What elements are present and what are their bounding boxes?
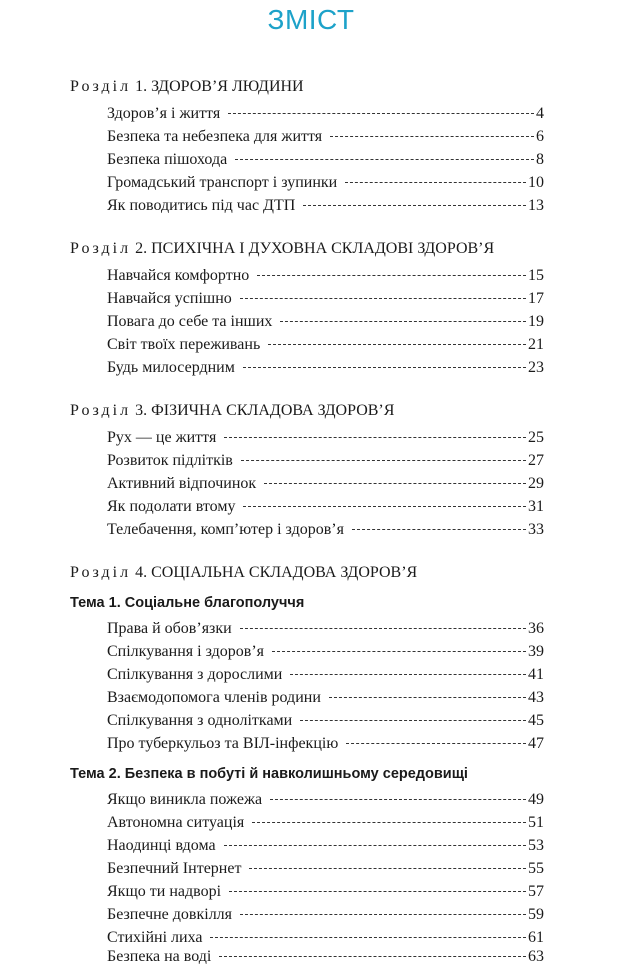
section-title: 4. СОЦІАЛЬНА СКЛАДОВА ЗДОРОВ’Я	[135, 564, 418, 581]
toc-entry-page: 39	[528, 643, 544, 660]
toc-entry-title: Якщо ти надворі	[107, 883, 222, 900]
section-word: Розділ	[70, 240, 132, 257]
section-heading-3	[70, 402, 394, 420]
toc-entry-title: Якщо виникла пожежа	[107, 791, 263, 808]
section-heading-1	[70, 78, 304, 96]
toc-entry-title: Будь милосердним	[107, 359, 235, 376]
dash-leader	[270, 799, 526, 800]
dash-leader	[280, 321, 526, 322]
dash-leader	[241, 460, 526, 461]
toc-entry-title: Безпека на воді	[107, 948, 212, 965]
toc-entry-page: 49	[528, 791, 544, 808]
toc-entry[interactable]	[107, 620, 544, 642]
toc-entry-title: Навчайся успішно	[107, 290, 232, 307]
toc-entry[interactable]	[107, 452, 544, 474]
dash-leader	[229, 891, 526, 892]
toc-entry-title: Як поводитись під час ДТП	[107, 197, 296, 214]
toc-entry[interactable]	[107, 643, 544, 665]
dash-leader	[345, 182, 526, 183]
toc-entry[interactable]	[107, 666, 544, 688]
toc-entry[interactable]	[107, 948, 544, 970]
dash-leader	[290, 674, 526, 675]
toc-entry-page: 19	[528, 313, 544, 330]
section-heading-2	[70, 240, 494, 258]
topic-heading-2: Тема 2. Безпека в побуті й навколишньому середовищі	[70, 766, 468, 782]
toc-entry[interactable]	[107, 151, 544, 173]
dash-leader	[224, 437, 526, 438]
toc-entry[interactable]	[107, 883, 544, 905]
toc-entry[interactable]	[107, 174, 544, 196]
dash-leader	[243, 367, 526, 368]
toc-entry-page: 59	[528, 906, 544, 923]
toc-entry-page: 36	[528, 620, 544, 637]
dash-leader	[228, 113, 534, 114]
toc-entry-page: 4	[536, 105, 544, 122]
toc-entry-title: Права й обов’язки	[107, 620, 232, 637]
toc-entry-page: 55	[528, 860, 544, 877]
toc-entry-page: 33	[528, 521, 544, 538]
toc-entry-title: Активний відпочинок	[107, 475, 257, 492]
toc-entry-page: 8	[536, 151, 544, 168]
dash-leader	[352, 529, 526, 530]
toc-entry-page: 57	[528, 883, 544, 900]
toc-entry-page: 61	[528, 929, 544, 946]
toc-entry-title: Спілкування з дорослими	[107, 666, 283, 683]
toc-entry[interactable]	[107, 906, 544, 928]
toc-entry-page: 29	[528, 475, 544, 492]
section-word: Розділ	[70, 402, 132, 419]
dash-leader	[224, 845, 526, 846]
toc-entry-title: Наодинці вдома	[107, 837, 216, 854]
dash-leader	[330, 136, 534, 137]
section-title: 2. ПСИХІЧНА І ДУХОВНА СКЛАДОВІ ЗДОРОВ’Я	[135, 240, 495, 257]
dash-leader	[210, 937, 526, 938]
toc-entry[interactable]	[107, 498, 544, 520]
dash-leader	[240, 914, 526, 915]
toc-entry-page: 45	[528, 712, 544, 729]
toc-entry-title: Громадський транспорт і зупинки	[107, 174, 338, 191]
section-title: 1. ЗДОРОВ’Я ЛЮДИНИ	[135, 78, 304, 95]
toc-entry[interactable]	[107, 267, 544, 289]
toc-entry-page: 13	[528, 197, 544, 214]
toc-entry-title: Розвиток підлітків	[107, 452, 233, 469]
toc-entry-title: Світ твоїх переживань	[107, 336, 261, 353]
section-word: Розділ	[70, 564, 132, 581]
toc-entry[interactable]	[107, 128, 544, 150]
toc-entry-title: Автономна ситуація	[107, 814, 245, 831]
toc-entry-title: Безпека та небезпека для життя	[107, 128, 323, 145]
dash-leader	[346, 743, 526, 744]
section-heading-4	[70, 564, 417, 582]
dash-leader	[329, 697, 526, 698]
toc-entry-page: 21	[528, 336, 544, 353]
toc-entry[interactable]	[107, 860, 544, 882]
toc-entry-title: Взаємодопомога членів родини	[107, 689, 321, 706]
dash-leader	[219, 956, 526, 957]
toc-entry-title: Телебачення, комп’ютер і здоров’я	[107, 521, 344, 538]
dash-leader	[268, 344, 526, 345]
topic-heading-1: Тема 1. Соціальне благополуччя	[70, 595, 305, 611]
toc-entry[interactable]	[107, 359, 544, 381]
dash-leader	[240, 628, 526, 629]
toc-entry-title: Спілкування і здоров’я	[107, 643, 264, 660]
dash-leader	[240, 298, 526, 299]
toc-entry-page: 23	[528, 359, 544, 376]
section-title: 3. ФІЗИЧНА СКЛАДОВА ЗДОРОВ’Я	[135, 402, 395, 419]
toc-entry-page: 25	[528, 429, 544, 446]
toc-entry[interactable]	[107, 475, 544, 497]
toc-entry-title: Спілкування з однолітками	[107, 712, 293, 729]
toc-entry-title: Здоров’я і життя	[107, 105, 221, 122]
toc-entry-page: 27	[528, 452, 544, 469]
toc-entry-page: 31	[528, 498, 544, 515]
toc-entry-title: Навчайся комфортно	[107, 267, 250, 284]
toc-entry[interactable]	[107, 313, 544, 335]
toc-entry[interactable]	[107, 791, 544, 813]
toc-entry-page: 17	[528, 290, 544, 307]
dash-leader	[249, 868, 526, 869]
dash-leader	[300, 720, 526, 721]
toc-entry-page: 43	[528, 689, 544, 706]
toc-entry-page: 63	[528, 948, 544, 965]
toc-entry[interactable]	[107, 290, 544, 312]
dash-leader	[252, 822, 526, 823]
toc-entry-page: 41	[528, 666, 544, 683]
toc-entry-title: Рух — це життя	[107, 429, 217, 446]
dash-leader	[257, 275, 526, 276]
toc-entry[interactable]	[107, 814, 544, 836]
toc-entry-title: Безпека пішохода	[107, 151, 228, 168]
toc-entry-title: Як подолати втому	[107, 498, 236, 515]
section-word: Розділ	[70, 78, 132, 95]
toc-entry[interactable]	[107, 429, 544, 451]
toc-entry[interactable]	[107, 689, 544, 711]
dash-leader	[272, 651, 526, 652]
toc-entry-page: 51	[528, 814, 544, 831]
toc-entry[interactable]	[107, 521, 544, 543]
toc-entry-page: 15	[528, 267, 544, 284]
toc-entry-title: Безпечний Інтернет	[107, 860, 242, 877]
toc-entry[interactable]	[107, 336, 544, 358]
toc-entry-page: 53	[528, 837, 544, 854]
toc-entry-title: Повага до себе та інших	[107, 313, 273, 330]
dash-leader	[303, 205, 526, 206]
dash-leader	[235, 159, 534, 160]
page-title: ЗМІСТ	[267, 4, 355, 35]
toc-entry-title: Стихійні лиха	[107, 929, 203, 946]
toc-entry-page: 47	[528, 735, 544, 752]
toc-entry[interactable]	[107, 197, 544, 219]
toc-entry[interactable]	[107, 105, 544, 127]
toc-entry-title: Безпечне довкілля	[107, 906, 233, 923]
toc-entry-page: 10	[528, 174, 544, 191]
toc-entry[interactable]	[107, 735, 544, 757]
toc-entry-title: Про туберкульоз та ВІЛ-інфекцію	[107, 735, 339, 752]
toc-entry[interactable]	[107, 712, 544, 734]
toc-entry-page: 6	[536, 128, 544, 145]
dash-leader	[243, 506, 526, 507]
dash-leader	[264, 483, 526, 484]
toc-entry[interactable]	[107, 837, 544, 859]
